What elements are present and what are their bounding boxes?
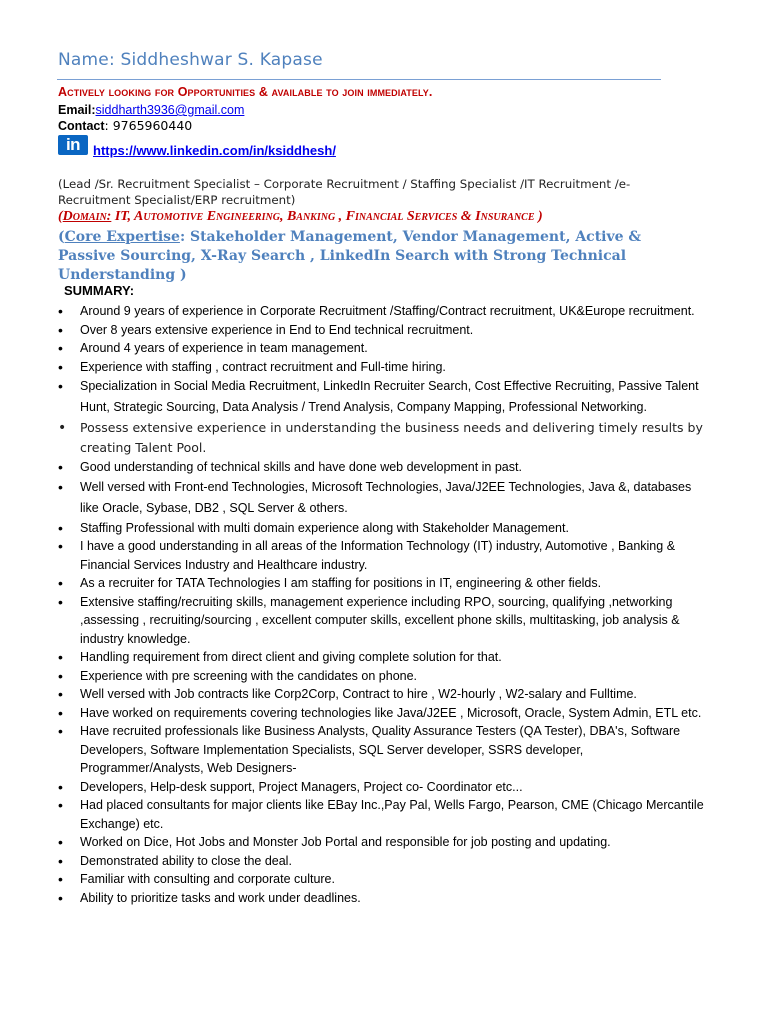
availability-statement: Actively looking for Opportunities & available to join immediately. <box>58 85 433 99</box>
summary-item: • Experience with pre screening with the candidates on phone. <box>58 667 708 686</box>
contact-line <box>58 118 192 134</box>
domain-line <box>58 209 543 225</box>
summary-item: • As a recruiter for TATA Technologies I am staffing for positions in IT, engineering & other fields. <box>58 574 708 593</box>
email-label: Email: <box>58 103 96 117</box>
summary-item: • Have recruited professionals like Business Analysts, Quality Assurance Testers (QA Tester), DBA's, Software Developers, Software Implementation Specialists, SQL Server developer, SSRS developer, Programmer/Analysts, Web Designers- <box>58 722 708 778</box>
expertise-text: : Stakeholder Management, Vendor Management, Active & Passive Sourcing, X-Ray Search , LinkedIn Search with Strong Technical Understanding ) <box>58 229 642 283</box>
summary-item: • Good understanding of technical skills and have done web development in past. <box>58 458 708 477</box>
summary-heading-colon: : <box>129 283 135 298</box>
summary-item: • Over 8 years extensive experience in End to End technical recruitment. <box>58 321 708 340</box>
domain-text: IT, Automotive Engineering, Banking , Financial Services & Insurance ) <box>111 209 543 224</box>
summary-item: • Handling requirement from direct client and giving complete solution for that. <box>58 648 708 667</box>
summary-item: • Have worked on requirements covering technologies like Java/J2EE , Microsoft, Oracle, System Admin, ETL etc. <box>58 704 708 723</box>
contact-phone: : 9765960440 <box>104 118 193 133</box>
core-expertise <box>58 228 698 285</box>
domain-label: Domain: <box>62 209 112 224</box>
summary-item: • I have a good understanding in all areas of the Information Technology (IT) industry, Automotive , Banking & Financial Services Industry and Healthcare industry. <box>58 537 708 574</box>
summary-item: • Around 9 years of experience in Corporate Recruitment /Staffing/Contract recruitment, UK&Europe recruitment. <box>58 302 708 321</box>
summary-list <box>58 302 708 907</box>
candidate-name: Name: Siddheshwar S. Kapase <box>58 50 323 70</box>
header-divider <box>57 79 661 80</box>
contact-label: Contact <box>58 119 105 133</box>
summary-item: • Demonstrated ability to close the deal. <box>58 852 708 871</box>
summary-item: • Extensive staffing/recruiting skills, management experience including RPO, sourcing, qualifying ,networking ,assessing , recruiting/sourcing , excellent computer skills, excellent phone skills, multitasking, job analysis & industry knowledge. <box>58 593 708 649</box>
summary-item: • Ability to prioritize tasks and work under deadlines. <box>58 889 708 908</box>
expertise-label: Core Expertise <box>64 229 180 245</box>
summary-item: • Well versed with Job contracts like Corp2Corp, Contract to hire , W2-hourly , W2-salary and Fulltime. <box>58 685 708 704</box>
summary-item: • Specialization in Social Media Recruitment, LinkedIn Recruiter Search, Cost Effective Recruiting, Passive Talent Hunt, Strategic Sourcing, Data Analysis / Trend Analysis, Company Mapping, Professional Networking. <box>58 376 708 418</box>
summary-item: • Familiar with consulting and corporate culture. <box>58 870 708 889</box>
summary-item: • Developers, Help-desk support, Project Managers, Project co- Coordinator etc... <box>58 778 708 797</box>
summary-item: • Experience with staffing , contract recruitment and Full-time hiring. <box>58 358 708 377</box>
summary-item: • Around 4 years of experience in team management. <box>58 339 708 358</box>
summary-item: • Worked on Dice, Hot Jobs and Monster Job Portal and responsible for job posting and updating. <box>58 833 708 852</box>
linkedin-link[interactable]: https://www.linkedin.com/in/ksiddhesh/ <box>93 143 336 158</box>
summary-item: • Had placed consultants for major clients like EBay Inc.,Pay Pal, Wells Fargo, Pearson, CME (Chicago Mercantile Exchange) etc. <box>58 796 708 833</box>
summary-item: • Staffing Professional with multi domain experience along with Stakeholder Management. <box>58 519 708 538</box>
linkedin-icon[interactable]: in <box>58 135 88 155</box>
expertise-open-paren: ( <box>58 229 65 245</box>
domain-open-paren: ( <box>58 209 63 224</box>
summary-heading-text: SUMMARY <box>64 283 130 298</box>
summary-heading <box>64 283 134 298</box>
summary-item: • Well versed with Front-end Technologies, Microsoft Technologies, Java/J2EE Technologies, Java &, databases like Oracle, Sybase, DB2 , SQL Server & others. <box>58 477 708 519</box>
email-link[interactable]: siddharth3936@gmail.com <box>95 103 245 117</box>
roles-summary: (Lead /Sr. Recruitment Specialist – Corporate Recruitment / Staffing Specialist /IT Recruitment /e-Recruitment Specialist/ERP recruitment) <box>58 177 631 207</box>
email-line <box>58 102 244 118</box>
summary-item: • Possess extensive experience in understanding the business needs and delivering timely results by creating Talent Pool. <box>58 418 708 458</box>
